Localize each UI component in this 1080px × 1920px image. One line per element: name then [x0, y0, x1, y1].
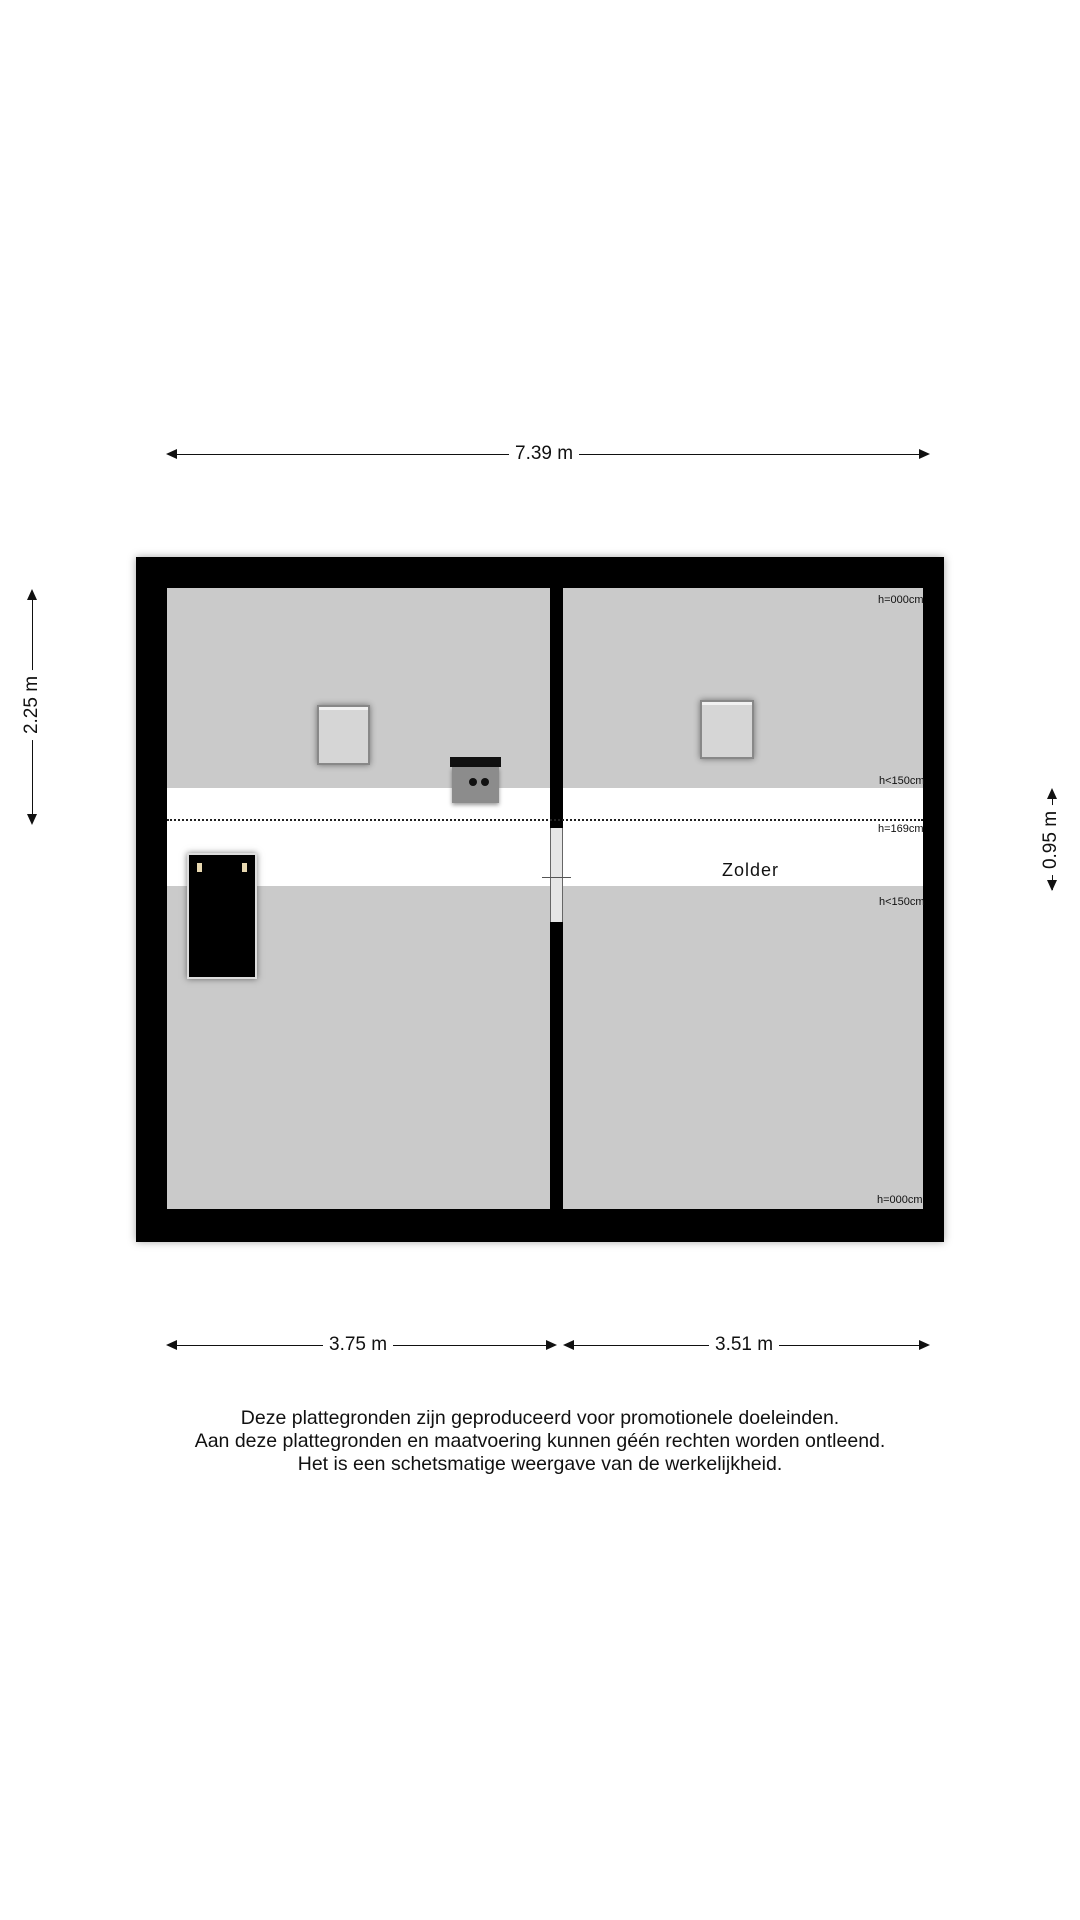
dimension-label: 7.39 m	[509, 443, 579, 465]
door-marker	[542, 877, 571, 878]
ridge-line	[167, 819, 923, 821]
arrow-right-icon	[546, 1340, 557, 1350]
dimension-label: 2.25 m	[21, 670, 43, 740]
arrow-up-icon	[27, 589, 37, 600]
disclaimer-line: Het is een schetsmatige weergave van de werkelijkheid.	[297, 1453, 783, 1475]
wall-opening	[550, 828, 563, 922]
height-label: h=000cm	[877, 1194, 923, 1206]
roof-window-left	[317, 705, 370, 765]
roof-window-right	[700, 700, 754, 759]
room-label: Zolder	[722, 860, 780, 880]
arrow-down-icon	[1047, 880, 1057, 891]
disclaimer-line: Aan deze plattegronden en maatvoering kunnen géén rechten worden ontleend.	[194, 1430, 886, 1452]
dimension-label: 3.75 m	[323, 1334, 393, 1356]
disclaimer-line: Deze plattegronden zijn geproduceerd voor promotionele doeleinden.	[240, 1407, 840, 1429]
arrow-left-icon	[563, 1340, 574, 1350]
height-label: h=000cm	[878, 594, 924, 606]
arrow-up-icon	[1047, 788, 1057, 799]
arrow-right-icon	[919, 449, 930, 459]
height-label: h<150cm	[879, 775, 925, 787]
height-label: h<150cm	[879, 896, 925, 908]
arrow-left-icon	[166, 1340, 177, 1350]
room-right	[563, 588, 923, 1209]
dimension-label: 0.95 m	[1040, 805, 1062, 875]
dimension-label: 3.51 m	[709, 1334, 779, 1356]
arrow-left-icon	[166, 449, 177, 459]
height-label: h=169cm	[878, 823, 924, 835]
stair-hatch	[187, 853, 257, 979]
floor-plan	[136, 557, 944, 1242]
arrow-right-icon	[919, 1340, 930, 1350]
arrow-down-icon	[27, 814, 37, 825]
boiler-unit	[450, 757, 501, 804]
